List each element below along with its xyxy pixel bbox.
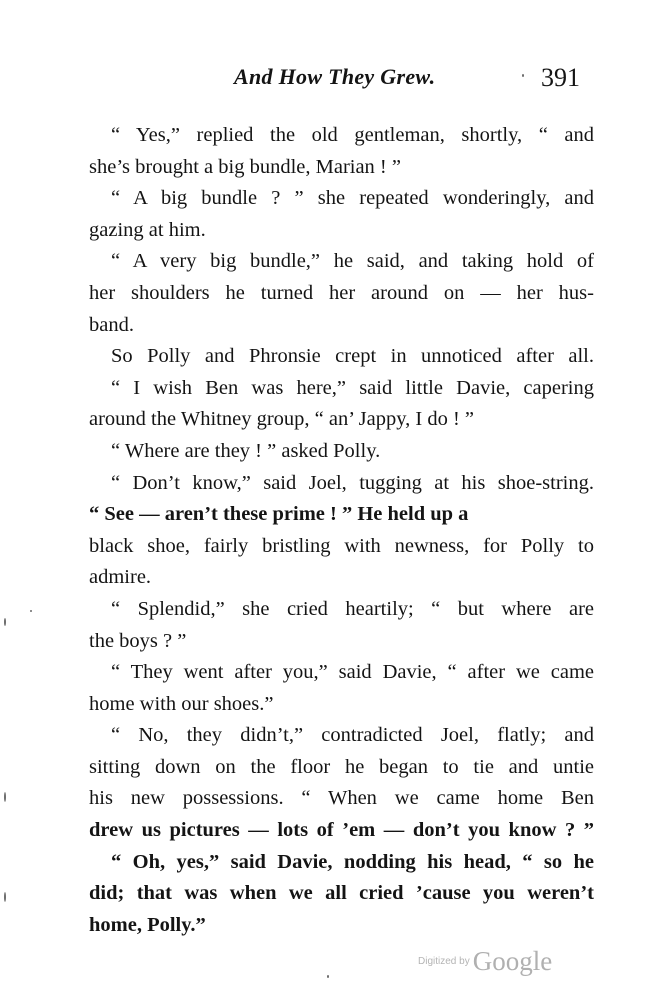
ink-speck — [30, 610, 32, 612]
text-line: band. — [89, 313, 134, 336]
text-line: she’s brought a big bundle, Marian ! ” — [89, 155, 401, 178]
text-line: admire. — [89, 566, 152, 589]
text-line: “ A big bundle ? ” she repeated wonderingly, and — [111, 187, 594, 210]
text-line: the boys ? ” — [89, 629, 187, 652]
text-line: “ Splendid,” she cried heartily; “ but where are — [111, 597, 594, 620]
text-line: So Polly and Phronsie crept in unnoticed after all. — [111, 345, 594, 368]
ink-speck — [522, 74, 524, 77]
text-line: “ Yes,” replied the old gentleman, shortly, “ and — [111, 124, 594, 146]
text-line: home with our shoes.” — [89, 692, 274, 715]
text-line: “ I wish Ben was here,” said little Davie, capering — [111, 376, 594, 399]
text-line: “ They went after you,” said Davie, “ after we came — [111, 661, 594, 684]
ink-speck — [327, 975, 329, 978]
text-line: “ Oh, yes,” said Davie, nodding his head, “ so he — [111, 850, 594, 873]
google-logo: Google — [472, 946, 553, 976]
body-text — [89, 120, 594, 941]
text-line: home, Polly.” — [89, 913, 206, 936]
text-line: “ No, they didn’t,” contradicted Joel, flatly; and — [111, 724, 594, 747]
text-line: “ See — aren’t these prime ! ” He held up a — [89, 503, 469, 526]
ink-speck — [4, 892, 6, 902]
text-line: did; that was when we all cried ’cause you weren’t — [89, 882, 594, 905]
text-line: around the Whitney group, “ an’ Jappy, I do ! ” — [89, 408, 475, 431]
page-number: 391 — [541, 63, 580, 92]
text-line: “ Where are they ! ” asked Polly. — [111, 439, 381, 462]
text-line: black shoe, fairly bristling with newness, for Polly to — [89, 534, 594, 557]
running-header — [0, 62, 667, 96]
text-line: drew us pictures — lots of ’em — don’t you know ? ” — [89, 819, 594, 842]
watermark-prefix: Digitized by — [418, 956, 470, 967]
running-title: And How They Grew. — [234, 64, 436, 89]
text-line: his new possessions. “ When we came home Ben — [89, 787, 594, 810]
ink-speck — [4, 618, 6, 626]
digitization-watermark — [418, 946, 552, 977]
text-line: sitting down on the floor he began to tie and untie — [89, 755, 594, 778]
text-line: gazing at him. — [89, 218, 206, 241]
text-line: “ A very big bundle,” he said, and taking hold of — [111, 250, 594, 273]
text-line: her shoulders he turned her around on — her hus- — [89, 281, 594, 304]
text-line: “ Don’t know,” said Joel, tugging at his shoe-string. — [111, 471, 594, 494]
ink-speck — [4, 792, 6, 802]
